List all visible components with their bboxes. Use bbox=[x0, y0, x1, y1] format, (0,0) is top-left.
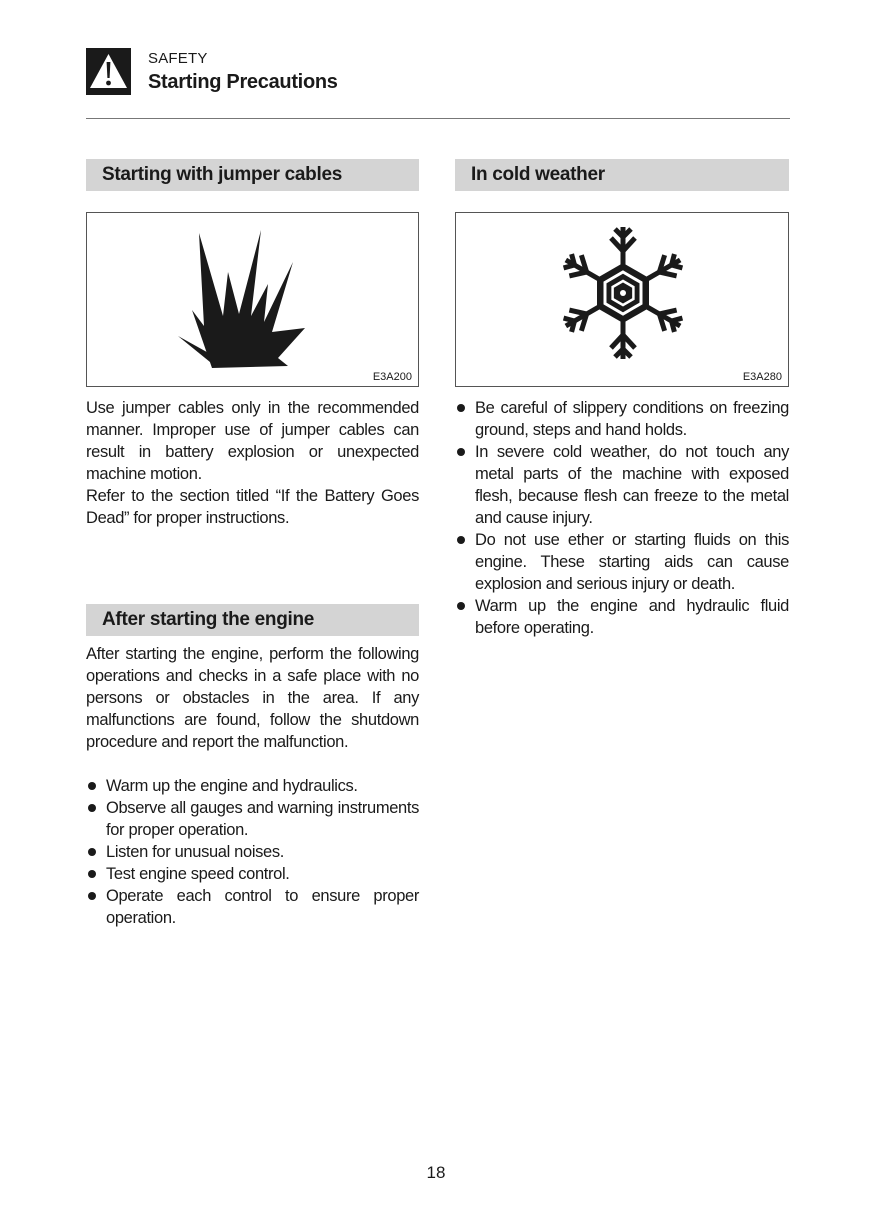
after-starting-checklist bbox=[86, 775, 419, 929]
jumper-paragraph-1: Use jumper cables only in the recommended manner. Improper use of jumper cables can result in battery explosion or unexpected machine motion. bbox=[86, 399, 419, 483]
jumper-paragraph-2: Refer to the section titled “If the Battery Goes Dead” for proper instructions. bbox=[86, 487, 419, 527]
list-item: Observe all gauges and warning instruments for proper operation. bbox=[86, 797, 419, 841]
warning-triangle-icon bbox=[86, 48, 131, 95]
section-kicker: SAFETY bbox=[148, 50, 208, 67]
figure-code: E3A200 bbox=[372, 371, 412, 383]
cold-weather-figure bbox=[455, 212, 789, 387]
list-item: Operate each control to ensure proper operation. bbox=[86, 885, 419, 929]
page-number: 18 bbox=[426, 1163, 446, 1182]
jumper-figure bbox=[86, 212, 419, 387]
figure-code: E3A280 bbox=[742, 371, 782, 383]
cold-weather-checklist bbox=[455, 397, 789, 639]
list-item: Warm up the engine and hydraulics. bbox=[86, 775, 419, 797]
after-starting-intro: After starting the engine, perform the following operations and checks in a safe place with no persons or obstacles in the area. If any malfunctions are found, follow the shutdown procedure and report the malfunction. bbox=[86, 645, 419, 751]
list-item: Warm up the engine and hydraulic fluid before operating. bbox=[455, 595, 789, 639]
after-starting-heading: After starting the engine bbox=[86, 604, 419, 636]
snowflake-icon bbox=[553, 221, 693, 366]
explosion-icon bbox=[172, 228, 312, 370]
header-divider bbox=[86, 118, 790, 119]
cold-weather-heading: In cold weather bbox=[455, 159, 789, 191]
list-item: Do not use ether or starting fluids on this engine. These starting aids can cause explosion and serious injury or death. bbox=[455, 529, 789, 595]
jumper-cables-heading: Starting with jumper cables bbox=[86, 159, 419, 191]
page-title: Starting Precautions bbox=[148, 71, 338, 93]
list-item: Listen for unusual noises. bbox=[86, 841, 419, 863]
list-item: Test engine speed control. bbox=[86, 863, 419, 885]
list-item: In severe cold weather, do not touch any metal parts of the machine with exposed flesh, because flesh can freeze to the metal and cause injury. bbox=[455, 441, 789, 529]
list-item: Be careful of slippery conditions on freezing ground, steps and hand holds. bbox=[455, 397, 789, 441]
